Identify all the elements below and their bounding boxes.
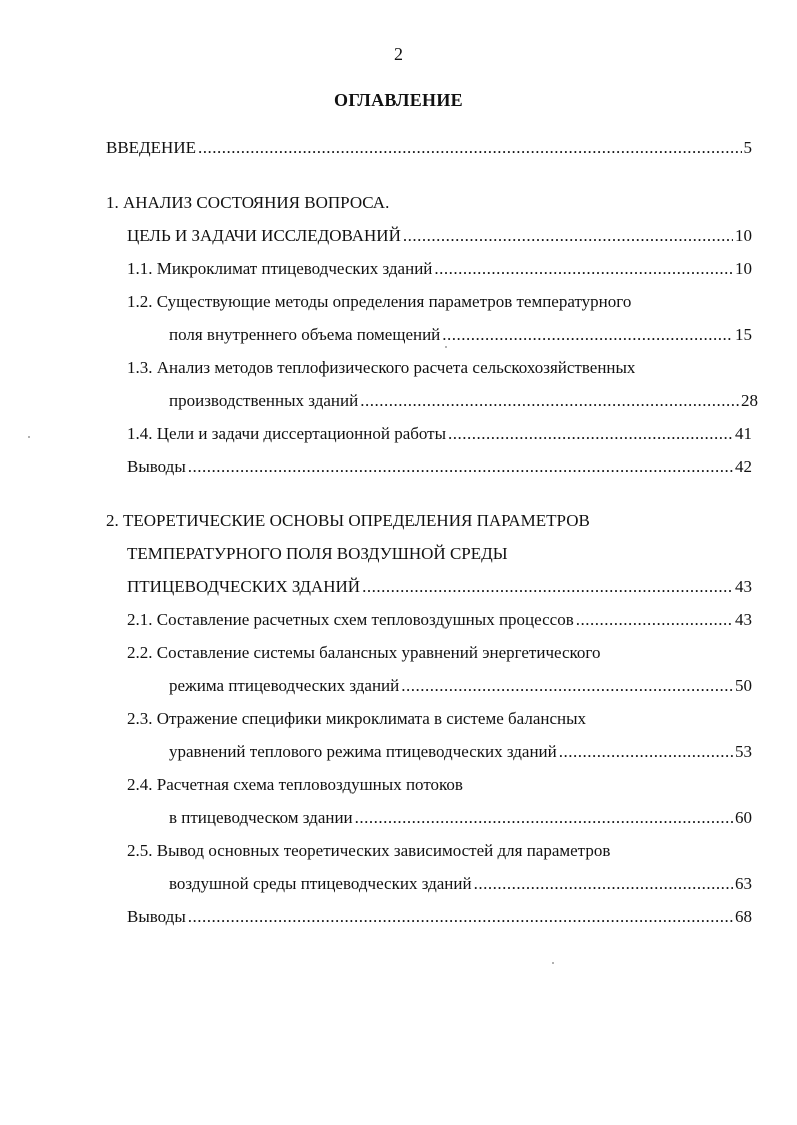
toc-page-number: 63	[735, 874, 752, 893]
toc-entry-intro[interactable]	[106, 138, 752, 158]
toc-section-2-1[interactable]	[127, 610, 752, 630]
dot-leader	[360, 391, 739, 411]
toc-entry-text: 2.1. Составление расчетных схем тепловоздушных процессов	[127, 610, 574, 629]
toc-section-1-3-title[interactable]: 1.3. Анализ методов теплофизического расчета сельскохозяйственных	[127, 358, 636, 377]
toc-section-2-5[interactable]	[169, 874, 752, 894]
toc-page-number: 50	[735, 676, 752, 695]
toc-page-number: 43	[735, 577, 752, 596]
toc-entry-text: 1.4. Цели и задачи диссертационной работы	[127, 424, 447, 443]
toc-section-2-3[interactable]	[169, 742, 752, 762]
toc-entry-text: уравнений теплового режима птицеводческих зданий	[169, 742, 557, 761]
toc-page-number: 10	[735, 226, 752, 245]
toc-conclusions-2[interactable]	[127, 907, 752, 927]
toc-section-2-5-title[interactable]: 2.5. Вывод основных теоретических зависимостей для параметров	[127, 841, 611, 860]
toc-entry-text: ПТИЦЕВОДЧЕСКИХ ЗДАНИЙ	[127, 577, 361, 596]
toc-entry-text: производственных зданий	[169, 391, 359, 410]
toc-page-number: 68	[735, 907, 752, 926]
toc-section-2-4-title[interactable]: 2.4. Расчетная схема тепловоздушных потоков	[127, 775, 463, 794]
toc-title: ОГЛАВЛЕНИЕ	[334, 90, 463, 110]
toc-page-number: 28	[741, 391, 758, 410]
scan-speck	[28, 436, 30, 438]
dot-leader	[403, 226, 733, 246]
toc-chapter-2[interactable]	[127, 577, 752, 597]
toc-entry-text: Выводы	[127, 907, 186, 926]
toc-entry-text: поля внутреннего объема помещений	[169, 325, 441, 344]
dot-leader	[355, 808, 733, 828]
dot-leader	[448, 424, 733, 444]
toc-page-number: 10	[735, 259, 752, 278]
dot-leader	[188, 457, 733, 477]
toc-page-number: 53	[735, 742, 752, 761]
toc-section-2-2[interactable]	[169, 676, 752, 696]
toc-entry-text: ВВЕДЕНИЕ	[106, 138, 196, 157]
toc-section-2-3-title[interactable]: 2.3. Отражение специфики микроклимата в системе балансных	[127, 709, 587, 728]
toc-page-number: 42	[735, 457, 752, 476]
toc-entry-text: ЦЕЛЬ И ЗАДАЧИ ИССЛЕДОВАНИЙ	[127, 226, 401, 245]
toc-chapter-2-title-line-2[interactable]: ТЕМПЕРАТУРНОГО ПОЛЯ ВОЗДУШНОЙ СРЕДЫ	[127, 544, 508, 563]
toc-section-1-2-title[interactable]: 1.2. Существующие методы определения параметров температурного	[127, 292, 632, 311]
toc-entry-text: воздушной среды птицеводческих зданий	[169, 874, 472, 893]
toc-section-2-4[interactable]	[169, 808, 752, 828]
toc-section-1-4[interactable]	[127, 424, 752, 444]
dot-leader	[188, 907, 733, 927]
toc-entry-text: режима птицеводческих зданий	[169, 676, 400, 695]
toc-section-1-2[interactable]	[169, 325, 752, 345]
toc-page-number: 43	[735, 610, 752, 629]
dot-leader	[362, 577, 733, 597]
toc-entry-text: в птицеводческом здании	[169, 808, 353, 827]
toc-entry-text: 1.1. Микроклимат птицеводческих зданий	[127, 259, 433, 278]
dot-leader	[401, 676, 733, 696]
toc-page-number: 5	[743, 138, 752, 157]
dot-leader	[198, 138, 742, 158]
toc-conclusions-1[interactable]	[127, 457, 752, 477]
toc-chapter-1-title[interactable]: 1. АНАЛИЗ СОСТОЯНИЯ ВОПРОСА.	[106, 193, 390, 212]
scan-speck	[552, 962, 554, 964]
dot-leader	[559, 742, 733, 762]
dot-leader	[474, 874, 733, 894]
scan-speck	[445, 346, 447, 348]
toc-page-number: 41	[735, 424, 752, 443]
toc-page-number: 60	[735, 808, 752, 827]
toc-chapter-1[interactable]	[127, 226, 752, 246]
toc-section-1-3[interactable]	[169, 391, 758, 411]
dot-leader	[434, 259, 733, 279]
toc-chapter-2-title-line-1[interactable]: 2. ТЕОРЕТИЧЕСКИЕ ОСНОВЫ ОПРЕДЕЛЕНИЯ ПАРАМЕТРОВ	[106, 511, 590, 530]
toc-page-number: 15	[735, 325, 752, 344]
toc-section-2-2-title[interactable]: 2.2. Составление системы балансных уравнений энергетического	[127, 643, 601, 662]
dot-leader	[576, 610, 733, 630]
toc-entry-text: Выводы	[127, 457, 186, 476]
toc-section-1-1[interactable]	[127, 259, 752, 279]
page-number: 2	[394, 44, 403, 64]
dot-leader	[442, 325, 733, 345]
